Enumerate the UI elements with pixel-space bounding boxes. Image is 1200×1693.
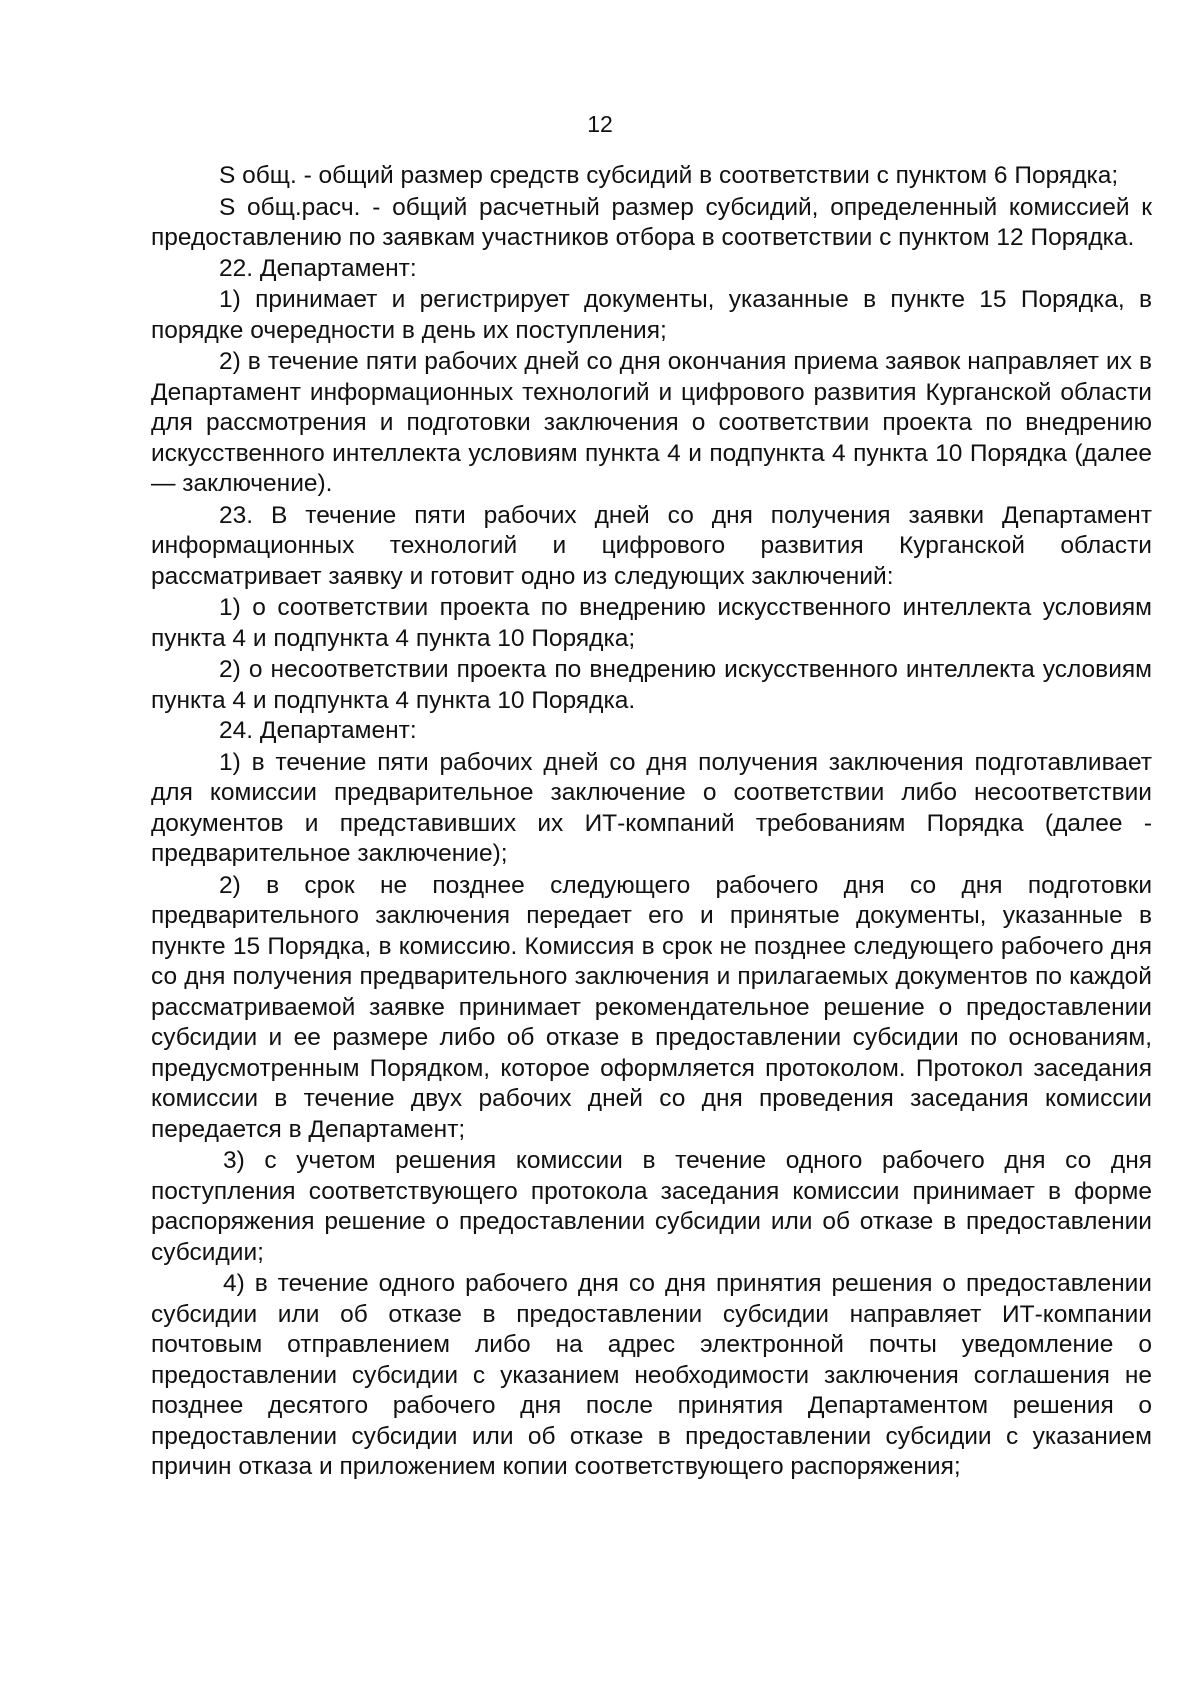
paragraph-clause-24-item-2: 2) в срок не позднее следующего рабочего дня со дня подготовки предварительного заключения передает его и принятые документы, указанные в пункте 15 Порядка, в комиссию. Комиссия в срок не позднее следующего рабочего дня со дня получения предварительного заключения и прилагаемых документов по каждой рассматриваемой заявке принимает рекомендательное решение о предоставлении субсидии и ее размере либо об отказе в предоставлении субсидии по основаниям, предусмотренным Порядком, которое оформляется протоколом. Протокол заседания комиссии в течение двух рабочих дней со дня проведения заседания комиссии передается в Департамент;	[151, 871, 1152, 1143]
paragraph-s-total-calc: S общ.расч. - общий расчетный размер субсидий, определенный комиссией к предоставлению по заявкам участников отбора в соответствии с пунктом 12 Порядка.	[151, 193, 1152, 251]
document-body	[151, 161, 1152, 1483]
paragraph-clause-24-item-4: 4) в течение одного рабочего дня со дня принятия решения о предоставлении субсидии или об отказе в предоставлении субсидии направляет ИТ-компании почтовым отправлением либо на адрес электронной почты уведомление о предоставлении субсидии с указанием необходимости заключения соглашения не позднее десятого рабочего дня после принятия Департаментом решения о предоставлении субсидии или об отказе в предоставлении субсидии с указанием причин отказа и приложением копии соответствующего распоряжения;	[151, 1270, 1152, 1480]
paragraph-clause-24-item-3: 3) с учетом решения комиссии в течение одного рабочего дня со дня поступления соответствующего протокола заседания комиссии принимает в форме распоряжения решение о предоставлении субсидии или об отказе в предоставлении субсидии;	[151, 1147, 1152, 1266]
paragraph-clause-22-item-1: 1) принимает и регистрирует документы, указанные в пункте 15 Порядка, в порядке очередности в день их поступления;	[151, 286, 1152, 344]
paragraph-s-total: S общ. - общий размер средств субсидий в соответствии с пунктом 6 Порядка;	[219, 162, 1119, 189]
paragraph-clause-23: 23. В течение пяти рабочих дней со дня получения заявки Департамент информационных технологий и цифрового развития Курганской области рассматривает заявку и готовит одно из следующих заключений:	[151, 501, 1152, 590]
paragraph-clause-22: 22. Департамент:	[219, 254, 417, 282]
paragraph-clause-23-item-2: 2) о несоответствии проекта по внедрению искусственного интеллекта условиям пункта 4 и подпункта 4 пункта 10 Порядка.	[151, 656, 1152, 714]
paragraph-clause-23-item-1: 1) о соответствии проекта по внедрению искусственного интеллекта условиям пункта 4 и подпункта 4 пункта 10 Порядка;	[151, 594, 1152, 652]
paragraph-clause-24-item-1: 1) в течение пяти рабочих дней со дня получения заключения подготавливает для комиссии предварительное заключение о соответствии либо несоответствии документов и представивших их ИТ-компаний требованиям Порядка (далее - предварительное заключение);	[151, 748, 1152, 867]
page-number: 12	[587, 111, 613, 137]
paragraph-clause-24: 24. Департамент:	[219, 717, 417, 744]
paragraph-clause-22-item-2: 2) в течение пяти рабочих дней со дня окончания приема заявок направляет их в Департамент информационных технологий и цифрового развития Курганской области для рассмотрения и подготовки заключения о соответствии проекта по внедрению искусственного интеллекта условиям пункта 4 и подпункта 4 пункта 10 Порядка (далее — заключение).	[151, 348, 1152, 497]
